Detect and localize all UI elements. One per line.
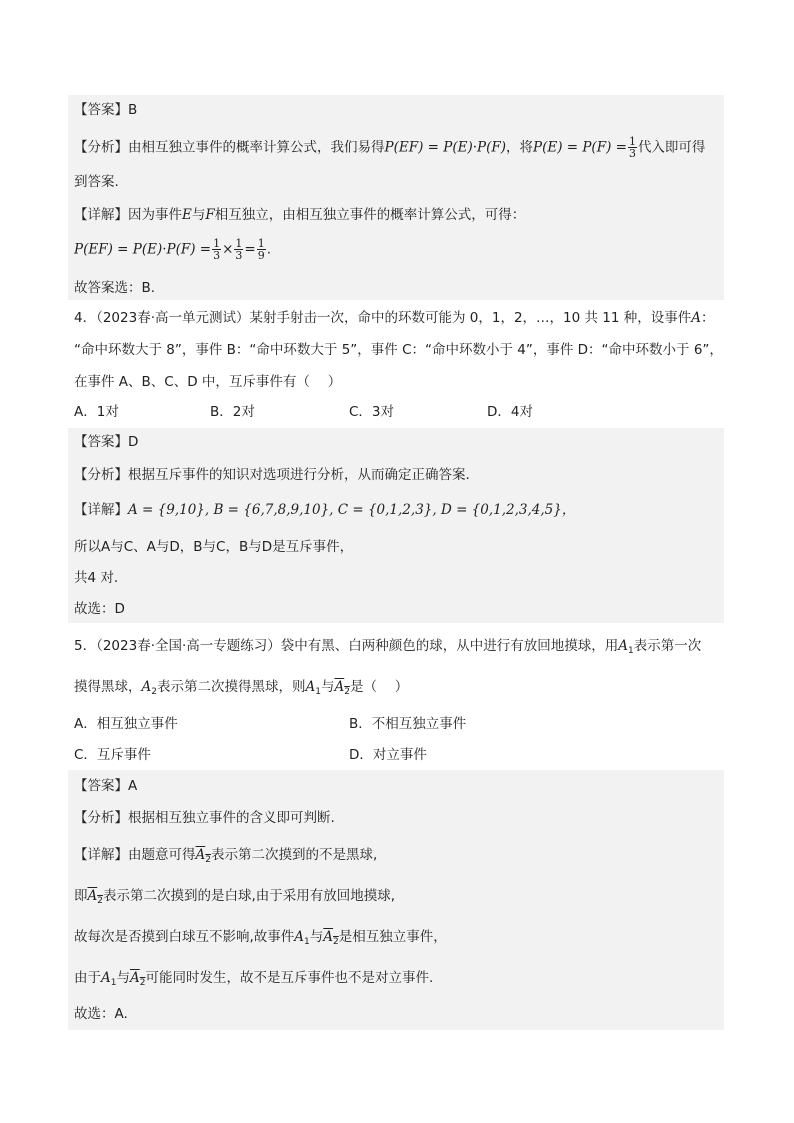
q4-analysis-line: 【分析】根据互斥事件的知识对选项进行分析，从而确定正确答案. <box>74 467 470 483</box>
q4-choice-line: 故选：D <box>74 601 125 617</box>
answer-value: D <box>128 434 139 450</box>
q3-answer-line <box>74 100 724 120</box>
q5-detail-line3: 故每次是否摸到白球互不影响,故事件$A_1$与$\overline{A}_2$是相互独立事件， <box>74 929 447 947</box>
q5-detail-line2: 即$\overline{A}_2$表示第二次摸到的是白球,由于采用有放回地摸球, <box>74 888 396 906</box>
answer-value: B <box>128 102 138 118</box>
option-b: B．2对 <box>210 404 255 420</box>
fraction: $\frac{1}{3}$ <box>628 135 636 160</box>
analysis-label: 【分析】 <box>74 810 128 826</box>
detail-label: 【详解】 <box>74 502 128 518</box>
analysis-label: 【分析】 <box>74 467 128 483</box>
q3-detail-formula: P(EF) = P(E)·P(F) = $\frac{1}{3}$ × $\frac{1}{3}$ = $\frac{1}{9}$ . <box>74 237 272 262</box>
q5-analysis-line: 【分析】根据相互独立事件的含义即可判断. <box>74 810 335 826</box>
option-d: D．4对 <box>487 404 533 420</box>
detail-label: 【详解】 <box>74 847 128 863</box>
option-c: C．互斥事件 <box>74 747 151 763</box>
q3-analysis-line2: 到答案. <box>74 174 119 190</box>
q3-analysis-line: 【分析】由相互独立事件的概率计算公式，我们易得P(EF) = P(E)·P(F)，将P(E) = P(F) = $\frac{1}{3}$ 代入即可得 <box>74 135 706 160</box>
answer-label: 【答案】 <box>74 102 128 118</box>
q5-detail-line4: 由于$A_1$与$\overline{A}_2$可能同时发生，故不是互斥事件也不是对立事件. <box>74 970 434 988</box>
q4-stem-line3: 在事件 A、B、C、D 中，互斥事件有（ ） <box>74 374 342 390</box>
q5-stem-line1: 5．（2023春·全国·高一专题练习）袋中有黑、白两种颜色的球，从中进行有放回地摸球，用$A_1$表示第一次 <box>74 638 702 656</box>
q4-detail-line2: 所以A与C、A与D，B与C，B与D是互斥事件， <box>74 539 354 555</box>
q5-answer-line <box>74 776 724 796</box>
formula: P(E) = P(F) = <box>532 139 627 156</box>
option-d: D．对立事件 <box>349 747 427 763</box>
q3-solution-block <box>68 95 724 300</box>
q5-stem-line2: 摸得黑球，$A_2$表示第二次摸得黑球，则$A_1$与$\overline{A}_2$是（ ） <box>74 679 409 697</box>
analysis-label: 【分析】 <box>74 139 128 156</box>
option-b: B．不相互独立事件 <box>349 716 467 732</box>
q4-detail-line <box>74 500 724 520</box>
formula: A = {9,10}, B = {6,7,8,9,10}, C = {0,1,2,3}, D = {0,1,2,3,4,5}， <box>128 502 576 518</box>
answer-label: 【答案】 <box>74 778 128 794</box>
answer-value: A <box>128 778 138 794</box>
option-a: A．1对 <box>74 404 119 420</box>
formula: P(EF) = P(E)·P(F) <box>384 139 506 156</box>
q5-detail-line1: 【详解】由题意可得$\overline{A}_2$表示第二次摸到的不是黑球, <box>74 847 378 865</box>
q4-solution-block <box>68 428 724 623</box>
answer-label: 【答案】 <box>74 434 128 450</box>
q3-detail-line: 【详解】因为事件E与F相互独立，由相互独立事件的概率计算公式，可得： <box>74 207 526 223</box>
option-a: A．相互独立事件 <box>74 716 178 732</box>
q4-stem-line2: “命中环数大于 8”，事件 B：“命中环数大于 5”，事件 C：“命中环数小于 4”，事件 D：“命中环数小于 6”， <box>74 342 723 358</box>
q4-stem-line1: 4．（2023春·高一单元测试）某射手射击一次，命中的环数可能为 0，1，2，…，10 共 11 种，设事件A： <box>74 310 715 326</box>
q5-choice-line: 故选：A. <box>74 1006 128 1022</box>
q4-answer-line <box>74 432 724 452</box>
q3-choice-line: 故答案选：B. <box>74 280 156 296</box>
option-c: C．3对 <box>349 404 395 420</box>
q4-detail-line3: 共4 对. <box>74 570 119 586</box>
detail-label: 【详解】 <box>74 207 128 223</box>
